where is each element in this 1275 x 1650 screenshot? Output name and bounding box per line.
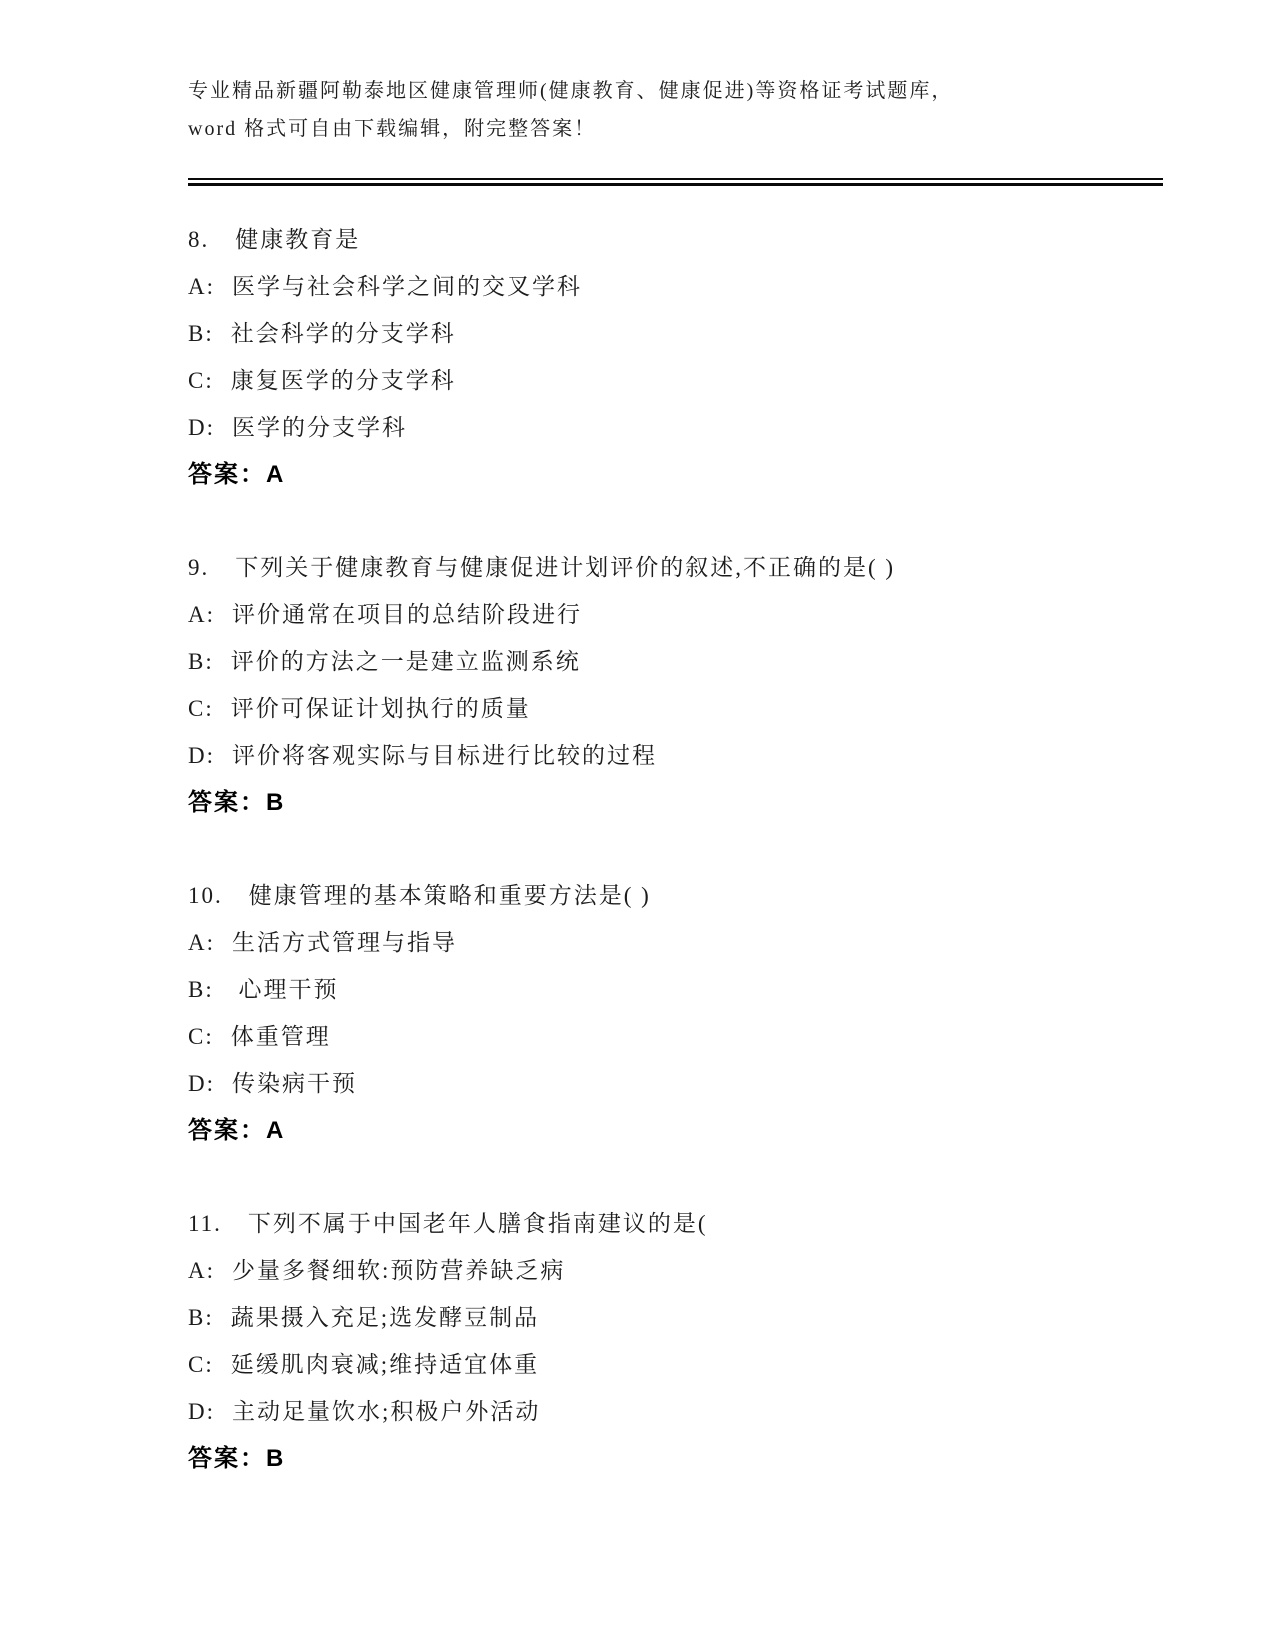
option-letter: C: xyxy=(188,1024,214,1049)
answer-value: A xyxy=(266,1117,286,1144)
answer-line xyxy=(188,451,1163,498)
option-letter: A: xyxy=(188,1258,215,1283)
question-title xyxy=(188,544,1163,591)
answer-label: 答案： xyxy=(188,461,266,488)
answer-line xyxy=(188,1435,1163,1482)
option-row xyxy=(188,1294,1163,1341)
header-line-2: word 格式可自由下载编辑，附完整答案！ xyxy=(188,118,597,140)
question-11 xyxy=(188,1200,1163,1482)
option-row xyxy=(188,263,1163,310)
option-text: 评价的方法之一是建立监测系统 xyxy=(230,649,581,674)
option-letter: C: xyxy=(188,696,214,721)
option-text: 主动足量饮水;积极户外活动 xyxy=(232,1399,541,1424)
option-row xyxy=(188,919,1163,966)
answer-line xyxy=(188,779,1163,826)
option-letter: D: xyxy=(188,1399,215,1424)
question-title-text: 健康管理的基本策略和重要方法是( ) xyxy=(248,883,651,908)
question-number: 11. xyxy=(188,1211,222,1236)
option-text: 延缓肌肉衰减;维持适宜体重 xyxy=(230,1352,540,1377)
question-title xyxy=(188,872,1163,919)
question-8 xyxy=(188,216,1163,498)
answer-value: A xyxy=(266,461,286,488)
option-row xyxy=(188,1388,1163,1435)
option-text: 少量多餐细软:预防营养缺乏病 xyxy=(232,1258,566,1283)
option-letter: A: xyxy=(188,930,215,955)
answer-label: 答案： xyxy=(188,789,266,816)
question-title xyxy=(188,216,1163,263)
option-letter: C: xyxy=(188,1352,214,1377)
option-text: 心理干预 xyxy=(230,977,339,1002)
option-row xyxy=(188,357,1163,404)
option-row xyxy=(188,404,1163,451)
question-number: 9. xyxy=(188,555,210,580)
option-text: 传染病干预 xyxy=(232,1071,357,1096)
option-text: 体重管理 xyxy=(230,1024,331,1049)
header-divider-rule xyxy=(188,178,1163,186)
option-row xyxy=(188,966,1163,1013)
option-letter: C: xyxy=(188,368,214,393)
option-text: 医学的分支学科 xyxy=(232,415,407,440)
question-title-text: 健康教育是 xyxy=(235,227,361,252)
option-text: 生活方式管理与指导 xyxy=(232,930,457,955)
document-header xyxy=(188,0,1163,148)
option-text: 康复医学的分支学科 xyxy=(230,368,456,393)
header-line-1: 专业精品新疆阿勒泰地区健康管理师(健康教育、健康促进)等资格证考试题库， xyxy=(188,80,954,102)
question-title-text: 下列关于健康教育与健康促进计划评价的叙述,不正确的是( ) xyxy=(235,555,896,580)
option-text: 蔬果摄入充足;选发酵豆制品 xyxy=(230,1305,540,1330)
option-letter: B: xyxy=(188,649,214,674)
option-text: 社会科学的分支学科 xyxy=(230,321,456,346)
option-text: 评价将客观实际与目标进行比较的过程 xyxy=(232,743,657,768)
option-letter: B: xyxy=(188,977,214,1002)
answer-value: B xyxy=(266,789,286,816)
option-row xyxy=(188,1060,1163,1107)
option-row xyxy=(188,638,1163,685)
option-row xyxy=(188,1013,1163,1060)
question-9 xyxy=(188,544,1163,826)
answer-label: 答案： xyxy=(188,1117,266,1144)
option-row xyxy=(188,732,1163,779)
option-row xyxy=(188,685,1163,732)
answer-label: 答案： xyxy=(188,1445,266,1472)
option-text: 评价可保证计划执行的质量 xyxy=(230,696,531,721)
option-letter: D: xyxy=(188,1071,215,1096)
question-title-text: 下列不属于中国老年人膳食指南建议的是( xyxy=(247,1211,708,1236)
page-content xyxy=(188,0,1163,1482)
answer-line xyxy=(188,1107,1163,1154)
option-row xyxy=(188,1247,1163,1294)
option-letter: D: xyxy=(188,743,215,768)
option-text: 医学与社会科学之间的交叉学科 xyxy=(232,274,582,299)
option-letter: B: xyxy=(188,321,214,346)
answer-value: B xyxy=(266,1445,286,1472)
question-number: 8. xyxy=(188,227,210,252)
question-title xyxy=(188,1200,1163,1247)
option-text: 评价通常在项目的总结阶段进行 xyxy=(232,602,582,627)
option-letter: D: xyxy=(188,415,215,440)
option-row xyxy=(188,1341,1163,1388)
question-10 xyxy=(188,872,1163,1154)
option-row xyxy=(188,591,1163,638)
option-letter: A: xyxy=(188,274,215,299)
question-number: 10. xyxy=(188,883,223,908)
option-row xyxy=(188,310,1163,357)
option-letter: B: xyxy=(188,1305,214,1330)
option-letter: A: xyxy=(188,602,215,627)
